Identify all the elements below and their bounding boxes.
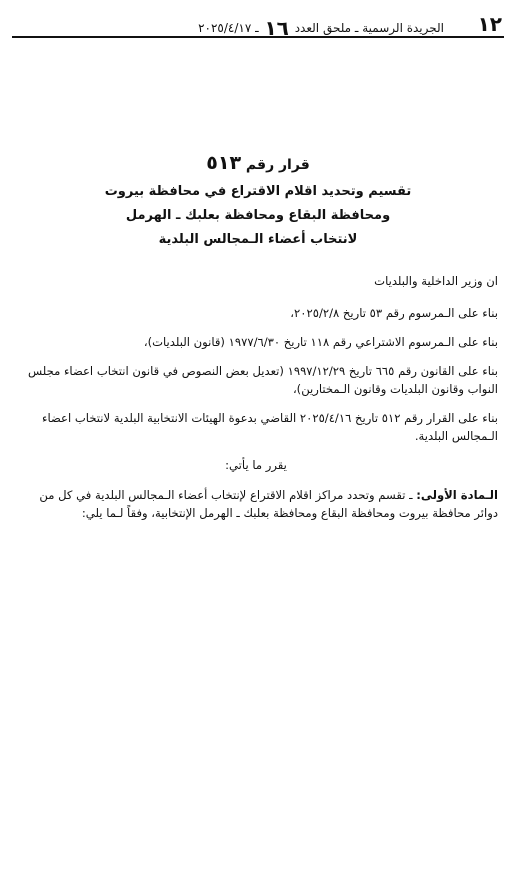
recital: بناء على الـمرسوم الاشتراعي رقم ١١٨ تاريخ ١٩٧٧/٦/٣٠ (قانون البلديات)،	[143, 335, 498, 349]
article-label: الـمادة الأولى:	[416, 488, 498, 502]
decision-number: ٥١٣	[206, 152, 242, 174]
recital: بناء على القرار رقم ٥١٢ تاريخ ٢٠٢٥/٤/١٦ القاضي بدعوة الهيئات الانتخابية البلدية لانتخاب اعضاء الـمجالس البلدية.	[42, 411, 498, 443]
decision-subject-line: ومحافظة البقاع ومحافظة بعلبك ـ الهرمل	[125, 208, 391, 223]
issue-number: ١٦	[264, 16, 289, 40]
recital: بناء على الـمرسوم رقم ٥٣ تاريخ ٢٠٢٥/٢/٨،	[290, 306, 498, 320]
gazette-header	[12, 16, 444, 40]
article-one	[14, 486, 498, 522]
gazette-name: الجريدة الرسمية ـ ملحق العدد	[294, 21, 444, 35]
decides-line: يقرر ما يأتي:	[225, 458, 287, 472]
page-number: ١٢	[477, 12, 502, 36]
recital: بناء على القانون رقم ٦٦٥ تاريخ ١٩٩٧/١٢/٢٩ (تعديل بعض النصوص في قانون انتخاب اعضاء مجلس النواب وقانون البلديات وقانون الـمختارين)،	[27, 364, 498, 396]
decision-subject-line: لانتخاب أعضاء الـمجالس البلدية	[158, 232, 358, 247]
decision-subject-line: تقسيم وتحديد اقلام الاقتراع في محافظة بيروت	[104, 184, 412, 199]
page-header	[12, 10, 504, 38]
issue-date: ـ ٢٠٢٥/٤/١٧	[198, 21, 259, 35]
opening-line: ان وزير الداخلية والبلديات	[374, 274, 498, 288]
decision-body	[14, 272, 498, 533]
decision-title-prefix: قرار رقم	[245, 157, 310, 173]
article-text: ـ تقسم وتحدد مراكز اقلام الاقتراع لإنتخاب أعضاء الـمجالس البلدية في كل من دوائر محافظة بيروت ومحافظة البقاع ومحافظة بعلبك ـ الهرمل الإنتخابية، وفقاً لـما يلي:	[39, 488, 498, 520]
decision-title	[0, 152, 516, 174]
decision-title-block	[0, 152, 516, 256]
